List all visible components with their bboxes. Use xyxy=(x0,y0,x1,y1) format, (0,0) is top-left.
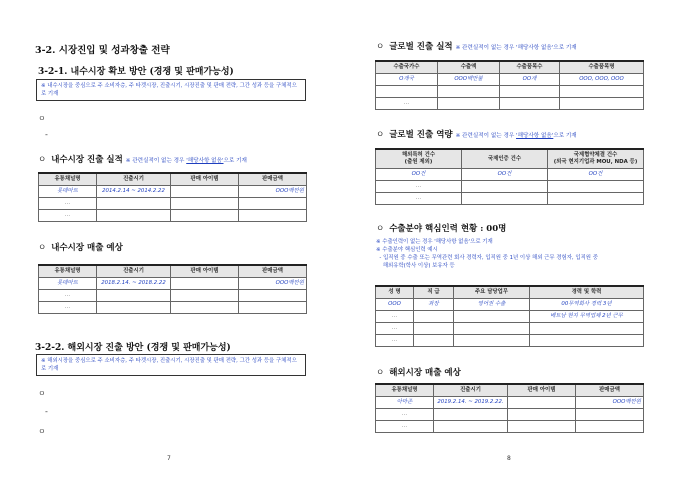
note: ※ 관련실적이 없는 경우 '해당사항 없음'으로 기재 xyxy=(455,45,577,51)
table-row: ... xyxy=(39,302,307,314)
col-header: 판매금액 xyxy=(239,173,307,186)
note: ※ 관련실적이 없는 경우 '해당사항 없음'으로 기재 xyxy=(455,133,577,139)
table-row: ... xyxy=(376,98,644,110)
table-overseas-forecast xyxy=(375,383,644,433)
table-row: ... xyxy=(376,421,644,433)
table-global-record xyxy=(375,60,644,110)
bullet: ㅇ xyxy=(38,427,46,436)
table-row: ... xyxy=(376,181,644,193)
col-header: 진출시기 xyxy=(97,265,171,278)
col-header: 판매금액 xyxy=(576,384,644,397)
col-header: 판매 아이템 xyxy=(171,265,239,278)
col-header-agreements: 국제협약체결 건수 (외국 현지기업과 MOU, NDA 등) xyxy=(548,149,644,169)
col-header: 수출품목수 xyxy=(500,61,560,74)
note-line: ※ 수출인력이 없는 경우 '해당사항 없음'으로 기재 xyxy=(376,239,493,245)
note-line: - 입직원 중 수출 또는 무역관련 회사 경력자, 입직원 중 1년 이상 해외 근무 경험자, 입직원 중 xyxy=(376,255,598,261)
page-right xyxy=(340,0,680,481)
page-number: 7 xyxy=(167,455,171,462)
col-header: 판매 아이템 xyxy=(171,173,239,186)
table-row: O개국 OOO백만불 OO개 OOO, OOO, OOO xyxy=(376,74,644,86)
col-header-patents: 해외특허 건수 (출원 제외) xyxy=(376,149,462,169)
table-row: ... xyxy=(376,193,644,205)
col-header: 직 급 xyxy=(414,286,454,299)
col-header: 성 명 xyxy=(376,286,414,299)
table-global-capability xyxy=(375,148,644,205)
heading-overseas-forecast: ㅇ 해외시장 매출 예상 xyxy=(376,368,461,378)
col-header: 수출국가수 xyxy=(376,61,438,74)
col-header: 유통채널명 xyxy=(39,265,97,278)
col-header: 판매 아이템 xyxy=(508,384,576,397)
table-row: 아마존 2019.2.14. ~ 2019.2.22. OOO백만원 xyxy=(376,397,644,409)
table-row: ... xyxy=(39,198,307,210)
col-header: 국제인증 건수 xyxy=(462,149,548,169)
table-row: ... xyxy=(39,210,307,222)
col-header: 주요 담당업무 xyxy=(454,286,530,299)
heading-text: 수출분야 핵심인력 현황 : 00명 xyxy=(389,224,507,234)
table-row: ... xyxy=(39,290,307,302)
table-row: OO건 OO건 OO건 xyxy=(376,169,644,181)
table-row: ... xyxy=(376,323,644,335)
heading-text: 글로벌 진출 실적 xyxy=(389,42,453,52)
table-domestic-forecast xyxy=(38,264,307,314)
bullet: ㅇ xyxy=(38,389,46,398)
table-row: ... xyxy=(376,409,644,421)
table-row: 롯데마트 2018.2.14. ~ 2018.2.22 OOO백만원 xyxy=(39,278,307,290)
guidance-box-overseas: ※ 해외시장을 중심으로 주 소비자층, 주 타겟시장, 진출시기, 시장진출 및 판매 전략, 그간 성과 등을 구체적으로 기재 xyxy=(36,354,306,376)
heading-text: 내수시장 진출 실적 xyxy=(51,155,123,165)
col-header: 진출시기 xyxy=(97,173,171,186)
bullet: ㅇ xyxy=(38,114,46,123)
table-row xyxy=(376,86,644,98)
table-row: ... xyxy=(376,335,644,347)
col-header: 유통채널명 xyxy=(376,384,434,397)
heading-domestic-record: ㅇ 내수시장 진출 실적 ※ 관련실적이 없는 경우 '해당사항 없음'으로 기재 xyxy=(38,155,247,165)
heading-global-record: ㅇ 글로벌 진출 실적 ※ 관련실적이 없는 경우 '해당사항 없음'으로 기재 xyxy=(376,42,577,52)
note-line: 해외유학(학사 이상) 보유자 등 xyxy=(376,263,455,269)
heading-export-staff: ㅇ 수출분야 핵심인력 현황 : 00명 xyxy=(376,224,507,234)
page-number: 8 xyxy=(507,455,511,462)
col-header: 진출시기 xyxy=(434,384,508,397)
note-line: ※ 수출분야 핵심인력 예시 xyxy=(376,247,438,253)
table-row: OOO 과장 영어권 수출 00무역회사 경력 3년 xyxy=(376,299,644,311)
table-domestic-record xyxy=(38,172,307,222)
heading-global-capability: ㅇ 글로벌 진출 역량 ※ 관련실적이 없는 경우 '해당사항 없음'으로 기재 xyxy=(376,130,577,140)
subsection-title-overseas: 3-2-2. 해외시장 진출 방안 (경쟁 및 판매가능성) xyxy=(35,343,231,353)
col-header: 유통채널명 xyxy=(39,173,97,186)
section-title: 3-2. 시장진입 및 성과창출 전략 xyxy=(35,45,170,56)
heading-text: 내수시장 매출 예상 xyxy=(51,243,123,253)
heading-domestic-forecast: ㅇ 내수시장 매출 예상 xyxy=(38,243,123,253)
col-header: 경력 및 학력 xyxy=(530,286,644,299)
col-header: 판매금액 xyxy=(239,265,307,278)
heading-text: 해외시장 매출 예상 xyxy=(389,368,461,378)
subsection-title-domestic: 3-2-1. 내수시장 확보 방안 (경쟁 및 판매가능성) xyxy=(38,67,234,77)
col-header: 수출품목명 xyxy=(560,61,644,74)
note: ※ 관련실적이 없는 경우 '해당사항 없음'으로 기재 xyxy=(125,158,247,164)
col-header: 수출액 xyxy=(438,61,500,74)
heading-text: 글로벌 진출 역량 xyxy=(389,130,453,140)
table-row: 롯데마트 2014.2.14 ~ 2014.2.22 OOO백만원 xyxy=(39,186,307,198)
dash: - xyxy=(45,407,48,416)
dash: - xyxy=(45,130,48,139)
table-row: ... 베트남 현지 무역업체 2년 근무 xyxy=(376,311,644,323)
table-export-staff xyxy=(375,285,644,347)
guidance-box-domestic: ※ 내수시장을 중심으로 주 소비자층, 주 타겟시장, 진출시기, 시장진출 및 판매 전략, 그간 성과 등을 구체적으로 기재 xyxy=(36,79,306,101)
